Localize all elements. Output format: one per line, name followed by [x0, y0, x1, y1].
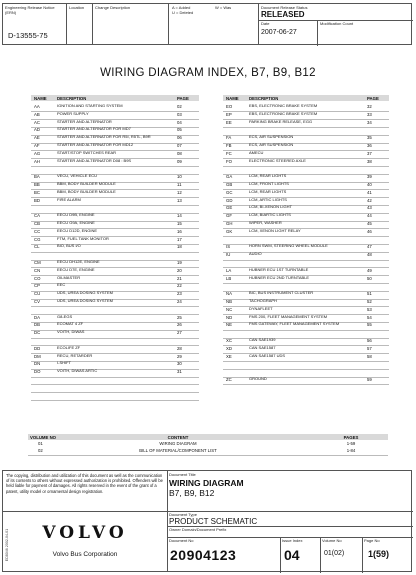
change-description-label: Change Description: [95, 5, 131, 10]
index-page: 40: [367, 182, 372, 187]
page-title: WIRING DIAGRAM INDEX, B7, B9, B12: [100, 67, 316, 79]
index-code: EO: [226, 104, 233, 109]
index-description: PARKING BRAKE RELEASE, EGG: [249, 119, 313, 124]
index-description: BBM, BODY BUILDER MODULE: [57, 189, 116, 194]
index-description: ECS, AIR SUSPENSION: [249, 135, 294, 140]
index-description: HUBNER ECU 2ND TURNTABLE: [249, 275, 310, 280]
index-table-left: [31, 95, 199, 415]
index-code: DM: [34, 353, 41, 359]
volume-table-header: [28, 434, 388, 440]
description-column-header: DESCRIPTION: [57, 95, 87, 101]
volume-row: [28, 441, 388, 447]
index-description: VECU, VEHICLE ECU: [57, 174, 98, 179]
issue-index-label: Issue Index: [282, 538, 303, 543]
index-code: IU: [226, 252, 231, 258]
index-description: STARTER AND ALTERNATOR D08 : B9S: [57, 158, 132, 163]
index-description: LCM, BIARTIC LIGHTS: [249, 213, 291, 218]
volume-number: 01(02): [324, 550, 345, 557]
index-page: 33: [367, 111, 372, 117]
index-page: 58: [367, 353, 372, 359]
index-code: NB: [226, 299, 232, 304]
index-page: 56: [367, 338, 372, 343]
index-code: CM: [34, 260, 41, 265]
index-code: AC: [34, 119, 40, 125]
ern-cell: [3, 4, 67, 44]
index-page: 43: [367, 205, 372, 211]
index-code: CC: [34, 228, 41, 234]
description-column-header: DESCRIPTION: [249, 95, 279, 101]
index-page: 15: [177, 221, 182, 226]
divider: [28, 455, 388, 456]
index-page: 49: [367, 267, 372, 273]
index-description: LCM, BI-XENON LIGHT: [249, 205, 292, 210]
index-page: 13: [177, 197, 182, 203]
index-page: 20: [177, 267, 182, 273]
index-code: AE: [34, 135, 40, 141]
index-description: UDS, UREA DOSING SYSTEM: [57, 291, 114, 296]
index-description: EEC: [57, 283, 66, 288]
index-page: 55: [367, 322, 372, 328]
index-page: 24: [177, 299, 182, 304]
index-page: 03: [177, 111, 182, 117]
index-description: STARTER AND ALTERNATOR: [57, 119, 112, 124]
index-table-header: [223, 95, 389, 101]
index-code: AF: [34, 143, 40, 148]
release-status-label: Document Release Status: [261, 5, 308, 10]
index-page: 17: [177, 236, 182, 242]
index-description: EECU D9B, ENGINE: [57, 213, 95, 218]
index-page: 34: [367, 119, 372, 125]
index-description: HUBNER ECU 1ST TURNTABLE: [249, 267, 309, 272]
volvo-logo: VOLVO: [42, 523, 128, 543]
change-description-cell: [93, 4, 169, 44]
index-page: 07: [177, 143, 182, 148]
index-code: FO: [226, 158, 232, 164]
index-page: 31: [177, 369, 182, 375]
document-title: WIRING DIAGRAM: [169, 478, 244, 488]
index-page: 41: [367, 189, 372, 195]
index-code: FC: [226, 150, 232, 156]
document-header: [2, 3, 412, 45]
index-code: GC: [226, 189, 233, 195]
document-type: PRODUCT SCHEMATIC: [169, 517, 258, 526]
pages-header: PAGES: [343, 434, 359, 440]
index-code: XD: [226, 345, 232, 351]
company-name: Volvo Bus Corporation: [52, 551, 118, 558]
index-code: CU: [34, 291, 41, 297]
index-code: AG: [34, 150, 41, 156]
index-code: NA: [226, 291, 232, 297]
index-description: AUDIO: [249, 252, 262, 257]
date-value: 2007-06-27: [261, 29, 297, 36]
index-page: 02: [177, 104, 182, 109]
copyright-notice: The copying, distribution and utilization of this document as well as the communication of its contents to others without expressed authorization is prohibited. Offenders will be held liable for payment of damages. All rights reserved in the event of the grant of a patent, utility model or ornamental design registration.: [6, 473, 163, 494]
index-code: ZC: [226, 377, 232, 382]
index-page: 22: [177, 283, 182, 289]
volume-table: [28, 434, 388, 462]
title-block: [2, 470, 412, 572]
index-page: 11: [177, 182, 182, 187]
index-description: GROUND: [249, 377, 267, 381]
page-column-header: PAGE: [367, 95, 379, 101]
index-description: G8-EGS: [57, 314, 73, 319]
index-code: CO: [34, 275, 41, 281]
document-info: [167, 471, 413, 571]
ern-label: Engineering Release Notice (ERN): [5, 5, 55, 15]
index-description: POWER SUPPLY: [57, 111, 89, 116]
name-column-header: NAME: [226, 95, 239, 101]
index-description: LCM, REAR LIGHTS: [249, 174, 287, 179]
index-description: EECU G9A, ENGINE: [57, 221, 95, 225]
index-page: 42: [367, 197, 372, 203]
index-page: 08: [177, 150, 182, 156]
index-page: 54: [367, 314, 372, 320]
index-code: DD: [34, 345, 41, 351]
index-page: 32: [367, 104, 372, 109]
index-description: STARTER AND ALTERNATOR FOR R5I, R5TL, B9R: [57, 135, 151, 140]
index-code: EP: [226, 111, 232, 117]
volume-pages: 1-59: [346, 441, 356, 446]
index-code: IS: [226, 244, 231, 250]
index-description: LCM, ARTIC LIGHTS: [249, 197, 287, 202]
release-status-cell: [259, 4, 413, 44]
volume-number-cell: [320, 537, 363, 573]
index-description: CAN SAE1587 UDS: [249, 353, 286, 358]
index-page: 06: [177, 135, 182, 141]
index-code: CP: [34, 283, 40, 289]
ern-number: D-13555-75: [8, 31, 48, 40]
index-code: NE: [226, 322, 232, 328]
index-description: AMECU: [249, 150, 264, 155]
index-code: GK: [226, 228, 233, 234]
modification-count-label: Modification Count: [320, 21, 354, 26]
index-page: 27: [177, 330, 182, 336]
index-code: DC: [34, 330, 41, 336]
index-page: 30: [177, 361, 182, 367]
index-code: CG: [34, 236, 41, 242]
index-description: BIO, BUS I/O: [57, 244, 81, 249]
index-description: ELECTRONIC STEERED AXLE: [249, 158, 306, 163]
index-code: FA: [226, 135, 232, 141]
document-subtitle: B7, B9, B12: [169, 488, 215, 498]
index-description: FTM, FUEL TANK MONITOR: [57, 236, 109, 241]
date-label: Date: [261, 21, 270, 26]
index-description: ECOLIFE ZF: [57, 345, 81, 350]
index-description: CAN SAE1939: [249, 338, 276, 342]
index-page: 39: [367, 174, 372, 180]
index-table-header: [31, 95, 199, 101]
index-page: 05: [177, 127, 182, 133]
divider: [167, 511, 413, 512]
index-description: I-SHIFT: [57, 361, 71, 366]
company-cell: [3, 471, 168, 571]
index-code: BB: [34, 182, 40, 187]
index-page: 19: [177, 260, 182, 265]
index-code: LA: [226, 267, 232, 273]
index-page: 35: [367, 135, 372, 141]
index-description: BIC, BUS INSTRUMENT CLUSTER: [249, 291, 314, 296]
index-code: BA: [34, 174, 40, 180]
index-page: 10: [177, 174, 182, 180]
index-page: 48: [367, 252, 372, 258]
index-code: CA: [34, 213, 40, 219]
index-code: AD: [34, 127, 40, 133]
index-description: LCM, REAR LIGHTS: [249, 189, 287, 194]
issue-index: 04: [284, 547, 300, 563]
index-code: CV: [34, 299, 40, 304]
page-number-cell: [362, 537, 413, 573]
form-code: ED8046 2002-04-01: [5, 528, 10, 562]
location-cell: [67, 4, 93, 44]
volume-content: WIRING DIAGRAM: [159, 441, 197, 446]
index-page: 50: [367, 275, 372, 281]
index-code: GA: [226, 174, 233, 180]
index-description: STARTER AND ALTERNATOR FOR MD12: [57, 143, 134, 147]
index-page: 36: [367, 143, 372, 148]
index-code: DA: [34, 314, 40, 320]
index-page: 09: [177, 158, 182, 164]
index-page: 45: [367, 221, 372, 226]
index-description: ECOMAT 4 ZF: [57, 322, 84, 327]
index-description: TACHOGRAPH: [249, 299, 277, 303]
index-description: EECU D12D, ENGINE: [57, 228, 98, 233]
document-title-label: Document Title: [169, 472, 196, 477]
index-page: 12: [177, 189, 182, 195]
index-code: AH: [34, 158, 40, 164]
index-code: EE: [226, 119, 232, 125]
index-description: VOITH, DIWAS ARTIC: [57, 369, 98, 374]
index-page: 21: [177, 275, 182, 281]
index-code: DB: [34, 322, 40, 328]
index-page: 37: [367, 150, 372, 156]
divider: [317, 20, 318, 46]
release-status: RELEASED: [261, 10, 305, 19]
index-description: BBM, BODY BUILDER MODULE: [57, 182, 116, 186]
index-code: DN: [34, 361, 41, 367]
index-table-right: [223, 95, 389, 415]
index-description: EECU D7E, ENGINE: [57, 267, 95, 272]
page-number-label: Page No: [364, 538, 380, 543]
index-page: 16: [177, 228, 182, 234]
index-code: NC: [226, 306, 233, 312]
index-code: CN: [34, 267, 41, 273]
index-code: CB: [34, 221, 40, 226]
page-number: 1(59): [368, 549, 390, 559]
volume-no: 01: [38, 441, 43, 446]
index-description: FMS 200, FLEET MANAGEMENT SYSTEM: [249, 314, 328, 319]
index-code: BD: [34, 197, 40, 203]
volume-no: 02: [38, 448, 43, 453]
index-code: GB: [226, 182, 233, 187]
index-page: 28: [177, 345, 182, 351]
index-description: OILMASTER: [57, 275, 81, 280]
index-code: ND: [226, 314, 233, 320]
index-description: IGNITION AND STARTING SYSTEM: [57, 104, 123, 108]
volume-row: [28, 448, 388, 454]
index-code: AB: [34, 111, 40, 117]
index-description: VOITH, DIWAS: [57, 330, 85, 335]
name-column-header: NAME: [34, 95, 47, 101]
legend-added: A = Added: [172, 5, 191, 10]
index-description: LCM, FRONT LIGHTS: [249, 182, 289, 186]
index-code: DO: [34, 369, 41, 375]
index-description: EBS, ELECTRONIC BRAKE SYSTEM: [249, 111, 318, 116]
row-divider: [223, 384, 389, 385]
index-code: FB: [226, 143, 232, 148]
issue-index-cell: [280, 537, 321, 573]
index-page: 14: [177, 213, 182, 219]
document-type-label: Document Type: [169, 512, 197, 517]
row-divider: [31, 400, 199, 401]
index-description: LCM, XENON LIGHT RELAY: [249, 228, 301, 233]
index-page: 52: [367, 299, 372, 304]
index-description: ECS, AIR SUSPENSION: [249, 143, 294, 147]
index-page: 46: [367, 228, 372, 234]
volume-number-label: Volume No: [322, 538, 342, 543]
divider: [3, 511, 167, 512]
index-page: 26: [177, 322, 182, 328]
index-page: 38: [367, 158, 372, 164]
index-description: WIPER, WASHER: [249, 221, 282, 225]
index-code: XE: [226, 353, 232, 359]
index-description: FIRE ALARM: [57, 197, 81, 202]
index-description: EECU DH12E, ENGINE: [57, 260, 100, 264]
index-code: AA: [34, 104, 40, 109]
index-description: CAN SAE1587: [249, 345, 276, 350]
owner-domain-label: Owner Domain/Document Prefix: [169, 527, 227, 532]
document-number: 20904123: [170, 547, 237, 563]
volume-content: BILL OF MATERIAL/COMPONENT LIST: [139, 448, 217, 453]
index-description: UDS, UREA DOSING SYSTEM: [57, 299, 114, 303]
index-code: GF: [226, 213, 232, 219]
index-page: 23: [177, 291, 182, 297]
legend-cell: [169, 4, 259, 44]
volume-no-header: VOLUME NO: [30, 434, 57, 440]
index-code: GH: [226, 221, 233, 226]
index-page: 47: [367, 244, 372, 250]
index-code: XC: [226, 338, 232, 343]
document-number-label: Document No: [169, 538, 194, 543]
index-code: GE: [226, 205, 233, 211]
index-page: 53: [367, 306, 372, 312]
document-number-cell: [167, 537, 281, 573]
index-page: 57: [367, 345, 372, 351]
index-description: EBS, ELECTRONIC BRAKE SYSTEM: [249, 104, 318, 108]
index-description: FMS GATEWAY, FLEET MANAGEMENT SYSTEM: [249, 322, 340, 327]
index-code: LB: [226, 275, 232, 281]
legend-was: W = Was: [215, 5, 232, 10]
index-code: CL: [34, 244, 40, 250]
index-page: 29: [177, 353, 182, 359]
legend-deleted: U = Deleted: [172, 10, 194, 15]
content-header: CONTENT: [167, 434, 189, 440]
index-description: DYNAFLEET: [249, 306, 273, 311]
index-description: START/STOP SWITCHES REAR: [57, 150, 117, 155]
volume-pages: 1-84: [346, 448, 356, 453]
index-description: STARTER AND ALTERNATOR FOR MD7: [57, 127, 131, 132]
location-label: Location: [69, 5, 85, 10]
page-column-header: PAGE: [177, 95, 189, 101]
index-page: 25: [177, 314, 182, 320]
index-page: 51: [367, 291, 372, 297]
index-code: BC: [34, 189, 40, 195]
index-code: GD: [226, 197, 233, 203]
index-description: HORN SWM, STEERING WHEEL MODULE: [249, 244, 328, 249]
index-page: 44: [367, 213, 372, 219]
index-page: 59: [367, 377, 372, 382]
index-page: 04: [177, 119, 182, 125]
index-description: RECU, RETARDER: [57, 353, 93, 358]
index-page: 18: [177, 244, 182, 250]
